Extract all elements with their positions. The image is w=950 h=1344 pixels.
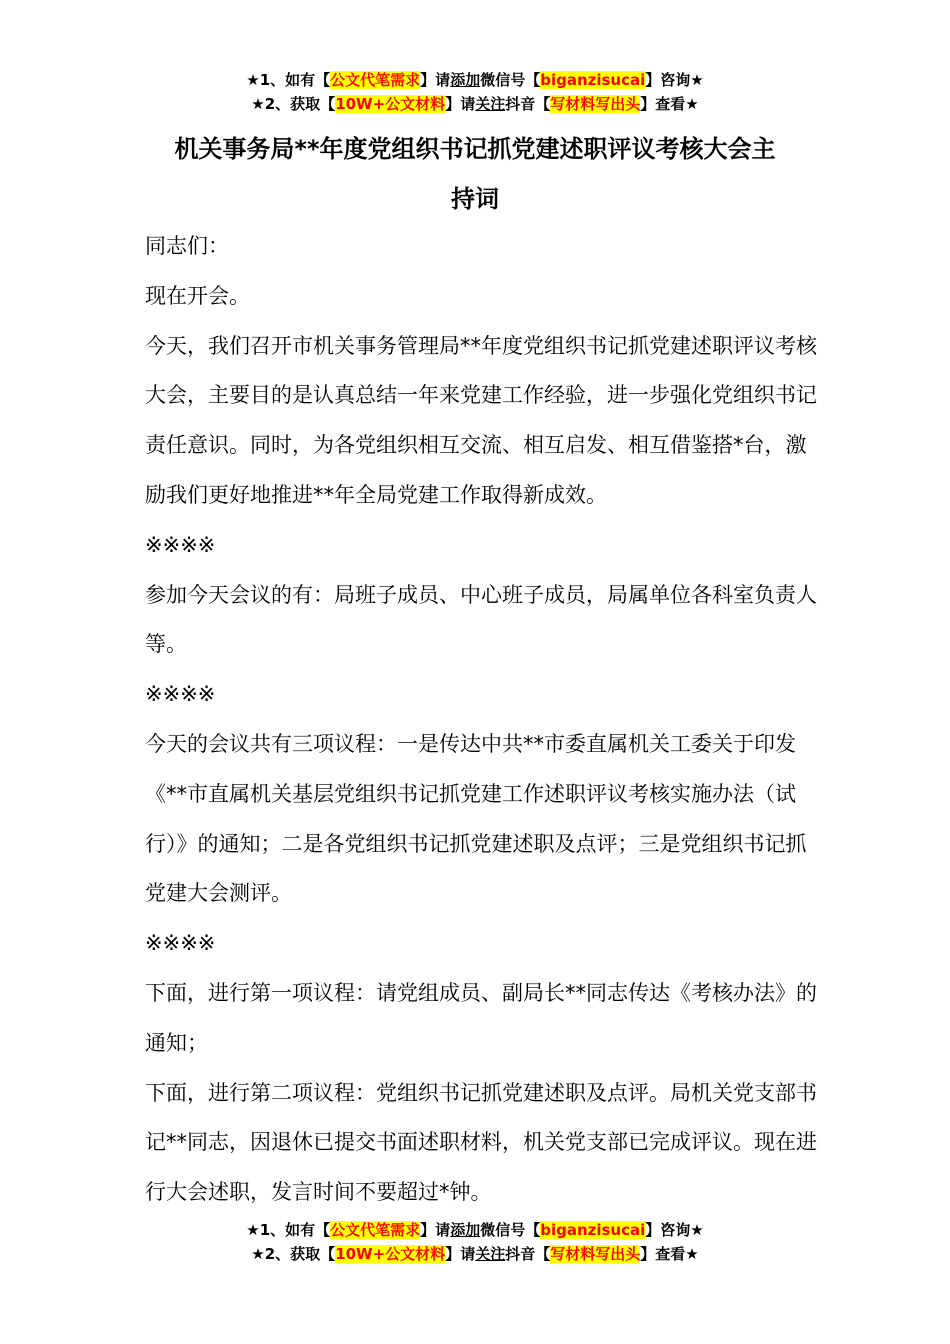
separator: ※※※※ [145,532,216,557]
highlight-materials: 10W+公文材料 [335,95,446,113]
promo-line-2: ★2、获取【10W+公文材料】请关注抖音【写材料写出头】查看★ [251,95,699,113]
paragraph: 现在开会。 [145,283,250,308]
promo-line-1: ★1、如有【公文代笔需求】请添加微信号【biganzisucai】咨询★ [246,1221,704,1239]
document-body [145,222,817,1218]
separator: ※※※※ [145,931,216,956]
document-title [145,124,805,224]
promo-line-1: ★1、如有【公文代笔需求】请添加微信号【biganzisucai】咨询★ [246,71,704,89]
promo-line-2: ★2、获取【10W+公文材料】请关注抖音【写材料写出头】查看★ [251,1245,699,1263]
paragraph: 今天，我们召开市机关事务管理局**年度党组织书记抓党建述职评议考核大会，主要目的是认真总结一年来党建工作经验，进一步强化党组织书记责任意识。同时，为各党组织相互交流、相互启发、相互借鉴搭*台，激励我们更好地推进**年全局党建工作取得新成效。 [145,333,817,507]
highlight-materials: 10W+公文材料 [335,1245,446,1263]
paragraph: 下面，进行第一项议程：请党组成员、副局长**同志传达《考核办法》的通知； [145,980,817,1055]
title-line-2: 持词 [451,185,499,213]
promo-banner-bottom [0,1218,950,1266]
title-line-1: 机关事务局**年度党组织书记抓党建述职评议考核大会主 [174,135,776,163]
promo-banner-top [0,68,950,116]
highlight-service: 公文代笔需求 [330,1221,421,1239]
highlight-douyin-account: 写材料写出头 [550,95,641,113]
paragraph: 参加今天会议的有：局班子成员、中心班子成员，局属单位各科室负责人等。 [145,582,817,657]
separator: ※※※※ [145,682,216,707]
highlight-wechat-id: biganzisucai [540,71,646,89]
highlight-wechat-id: biganzisucai [540,1221,646,1239]
paragraph: 下面，进行第二项议程：党组织书记抓党建述职及点评。局机关党支部书记**同志，因退休已提交书面述职材料，机关党支部已完成评议。现在进行大会述职，发言时间不要超过*钟。 [145,1080,817,1205]
highlight-service: 公文代笔需求 [330,71,421,89]
highlight-douyin-account: 写材料写出头 [550,1245,641,1263]
paragraph: 同志们： [145,234,229,258]
paragraph: 今天的会议共有三项议程：一是传达中共**市委直属机关工委关于印发《**市直属机关基层党组织书记抓党建工作述职评议考核实施办法（试行）》的通知；二是各党组织书记抓党建述职及点评；三是党组织书记抓党建大会测评。 [145,731,807,906]
